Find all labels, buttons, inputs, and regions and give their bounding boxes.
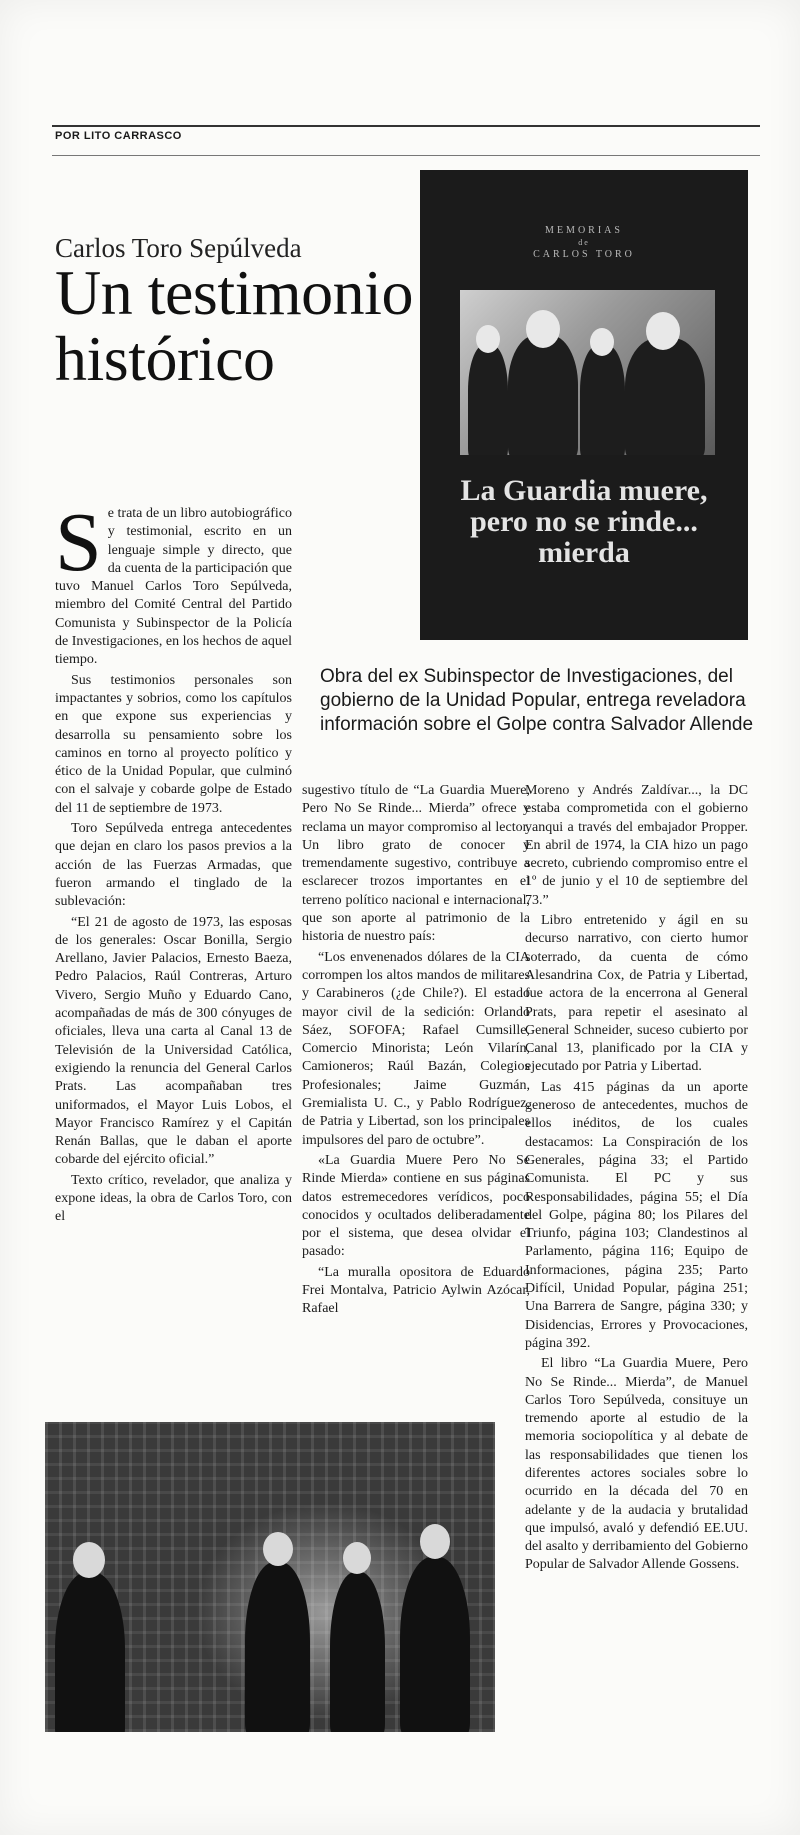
paragraph: “Los envenenados dólares de la CIA corrompen los altos mandos de militares y Carabineros (¿de Chile?). El estado mayor civil de la sedición: Orlando Sáez, SOFOFA; Rafael Cumsille, Comercio Minorista; León Vilarín, Camioneros; Raúl Bazán, Colegios Profesionales; Jaime Guzmán, Gremialista U. C., y Pablo Rodríguez, de Patria y Libertad, son los principales impulsores del paro de octubre”. [302, 949, 530, 1148]
paragraph: El libro “La Guardia Muere, Pero No Se Rinde... Mierda”, de Manuel Carlos Toro Sepúlveda, consituye un tremendo aporte al estudio de la memoria sociopolítica y al debate de las responsabilidades que tienen los diferentes actores sociales sobre lo ocurrido en la década del 70 en adelante y de la audacia y brutalidad que impulsó, avaló y defendió EE.UU. del asalto y derribamiento del Gobierno Popular de Salvador Allende Gossens. [525, 1356, 748, 1573]
byline: POR LITO CARRASCO [55, 130, 182, 142]
book-cover-image [420, 170, 748, 640]
kicker: Carlos Toro Sepúlveda [55, 233, 302, 263]
event-photo [45, 1422, 495, 1732]
headline: Un testimonio histórico [55, 257, 413, 394]
book-cover-top-text [442, 225, 726, 260]
book-cover-line3: CARLOS TORO [533, 249, 635, 260]
article-column-1 [55, 496, 292, 1229]
paragraph: Moreno y Andrés Zaldívar..., la DC estaba comprometida con el gobierno yanqui a través del embajador Propper. En abril de 1974, la CIA hizo un pago secreto, cubriendo compromiso entre el 1º de junio y el 10 de septiembre del 73.” [525, 783, 748, 908]
paragraph: Las 415 páginas da un aporte generoso de antecedentes, muchos de ellos inéditos, de los cuales destacamos: La Conspiración de los Generales, página 33; el Partido Comunista. El PC y sus Responsabilidades, página 55; el Día del Golpe, página 80; los Pilares del Triunfo, página 103; Clandestinos al Parlamento, página 116; Equipo de Informaciones, página 235; Parto Difícil, Unidad Popular, página 251; Una Barrera de Sangre, página 330; y Disidencias, Errores y Provocaciones, página 392. [525, 1079, 748, 1351]
book-cover-title: La Guardia muere, pero no se rinde... mierda [460, 474, 708, 569]
paragraph: Texto crítico, revelador, que analiza y expone ideas, la obra de Carlos Toro, con el [55, 1172, 292, 1225]
top-rule [52, 125, 760, 127]
paragraph: Se trata de un libro autobiográfico y testimonial, escrito en un lenguaje simple y directo, que da cuenta de la participación que tuvo Manuel Carlos Toro Sepúlveda, miembro del Comité Central del Partido Comunista y Subinspector de la Policía de Investigaciones, en los hechos de aquel tiempo. [55, 496, 292, 668]
article-column-3 [525, 782, 748, 1577]
paragraph: Libro entretenido y ágil en su decurso narrativo, con cierto humor soterrado, da cuenta de cómo Alesandrina Cox, de Patria y Libertad, fue actora de la encerrona al General Prats, para repetir el asesinato al General Schneider, suceso cubierto por Canal 13, planificado por la CIA y ejecutado por Patria y Libertad. [525, 913, 748, 1075]
book-cover-line2: de [578, 238, 590, 247]
paragraph: Toro Sepúlveda entrega antecedentes que dejan en claro los pasos previos a la acción de las Fuerzas Armadas, que fueron armando el tinglado de la sublevación: [55, 821, 292, 910]
paragraph: Sus testimonios personales son impactantes y sobrios, como los capítulos en que expone sus experiencias y desarrolla su pensamiento sobre los caminos en torno al proyecto político y ético de la Unidad Popular, que culminó con el salvaje y cobarde golpe de Estado del 11 de septiembre de 1973. [55, 672, 292, 816]
paragraph: «La Guardia Muere Pero No Se Rinde Mierda» contiene en sus páginas datos estremecedores verídicos, poco conocidos y ocultados deliberadamente por el sistema, que desea olvidar el pasado: [302, 1152, 530, 1260]
drop-cap: S [55, 496, 102, 589]
paragraph: “El 21 de agosto de 1973, las esposas de los generales: Oscar Bonilla, Sergio Arellano, Javier Palacios, Ernesto Baeza, Pedro Palacios, Raúl Contreras, Arturo Vivero, Sergio Muño y Eduardo Cano, acompañadas de más de 300 cónyuges de oficiales, lleva una carta al Canal 13 de Televisión de la Universidad Católica, exigiendo la renuncia del General Carlos Prats. Las acompañaban tres uniformados, el Mayor Luis Lobos, el Mayor Francisco Ramírez y el Capitán Renán Ballas, que le daban el aporte cobarde del ejército oficial.” [55, 914, 292, 1168]
paragraph: “La muralla opositora de Eduardo Frei Montalva, Patricio Aylwin Azócar, Rafael [302, 1264, 530, 1317]
book-cover-line1: MEMORIAS [545, 225, 623, 236]
book-cover-photo [460, 290, 715, 455]
article-column-2 [302, 782, 530, 1321]
section-divider [52, 155, 760, 156]
photo-caption: Obra del ex Subinspector de Investigaciones, del gobierno de la Unidad Popular, entrega reveladora información sobre el Golpe contra Salvador Allende [320, 666, 754, 735]
paragraph: sugestivo título de “La Guardia Muere, Pero No Se Rinde... Mierda” ofrece y reclama un mayor compromiso al lector. Un libro grato de conocer y tremendamente sugestivo, contribuye a esclarecer trozos importantes en el terreno político nacional e internacional, que son aporte al patrimonio de la historia de nuestro país: [302, 783, 530, 945]
